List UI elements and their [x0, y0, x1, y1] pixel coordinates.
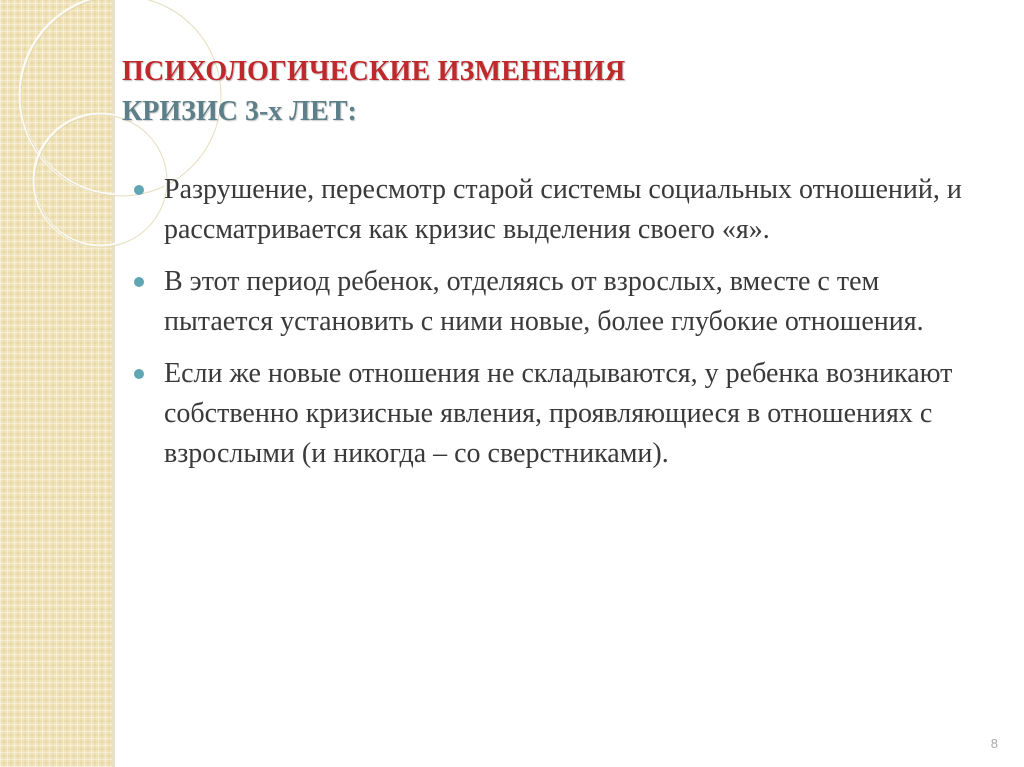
bullet-dot-icon [134, 277, 144, 287]
bullet-text: В этот период ребенок, отделяясь от взрослых, вместе с тем пытается установить с ними новые, более глубокие отношения. [164, 266, 924, 337]
title-line-crisis: КРИЗИС 3-х ЛЕТ: [122, 96, 357, 127]
bullet-dot-icon [134, 185, 144, 195]
slide-title [122, 52, 982, 132]
list-item [132, 262, 992, 342]
list-item [132, 354, 992, 474]
bullet-text: Разрушение, пересмотр старой системы социальных отношений, и рассматривается как кризис выделения своего «я». [164, 174, 962, 245]
bullet-dot-icon [134, 369, 144, 379]
bullet-text: Если же новые отношения не складываются, у ребенка возникают собственно кризисные явления, проявляющиеся в отношениях с взрослыми (и никогда – со сверстниками). [164, 358, 953, 469]
list-item [132, 170, 992, 250]
title-line-psychological-changes: ПСИХОЛОГИЧЕСКИЕ ИЗМЕНЕНИЯ [122, 56, 626, 87]
bullet-list [132, 170, 992, 486]
page-number: 8 [990, 736, 998, 751]
